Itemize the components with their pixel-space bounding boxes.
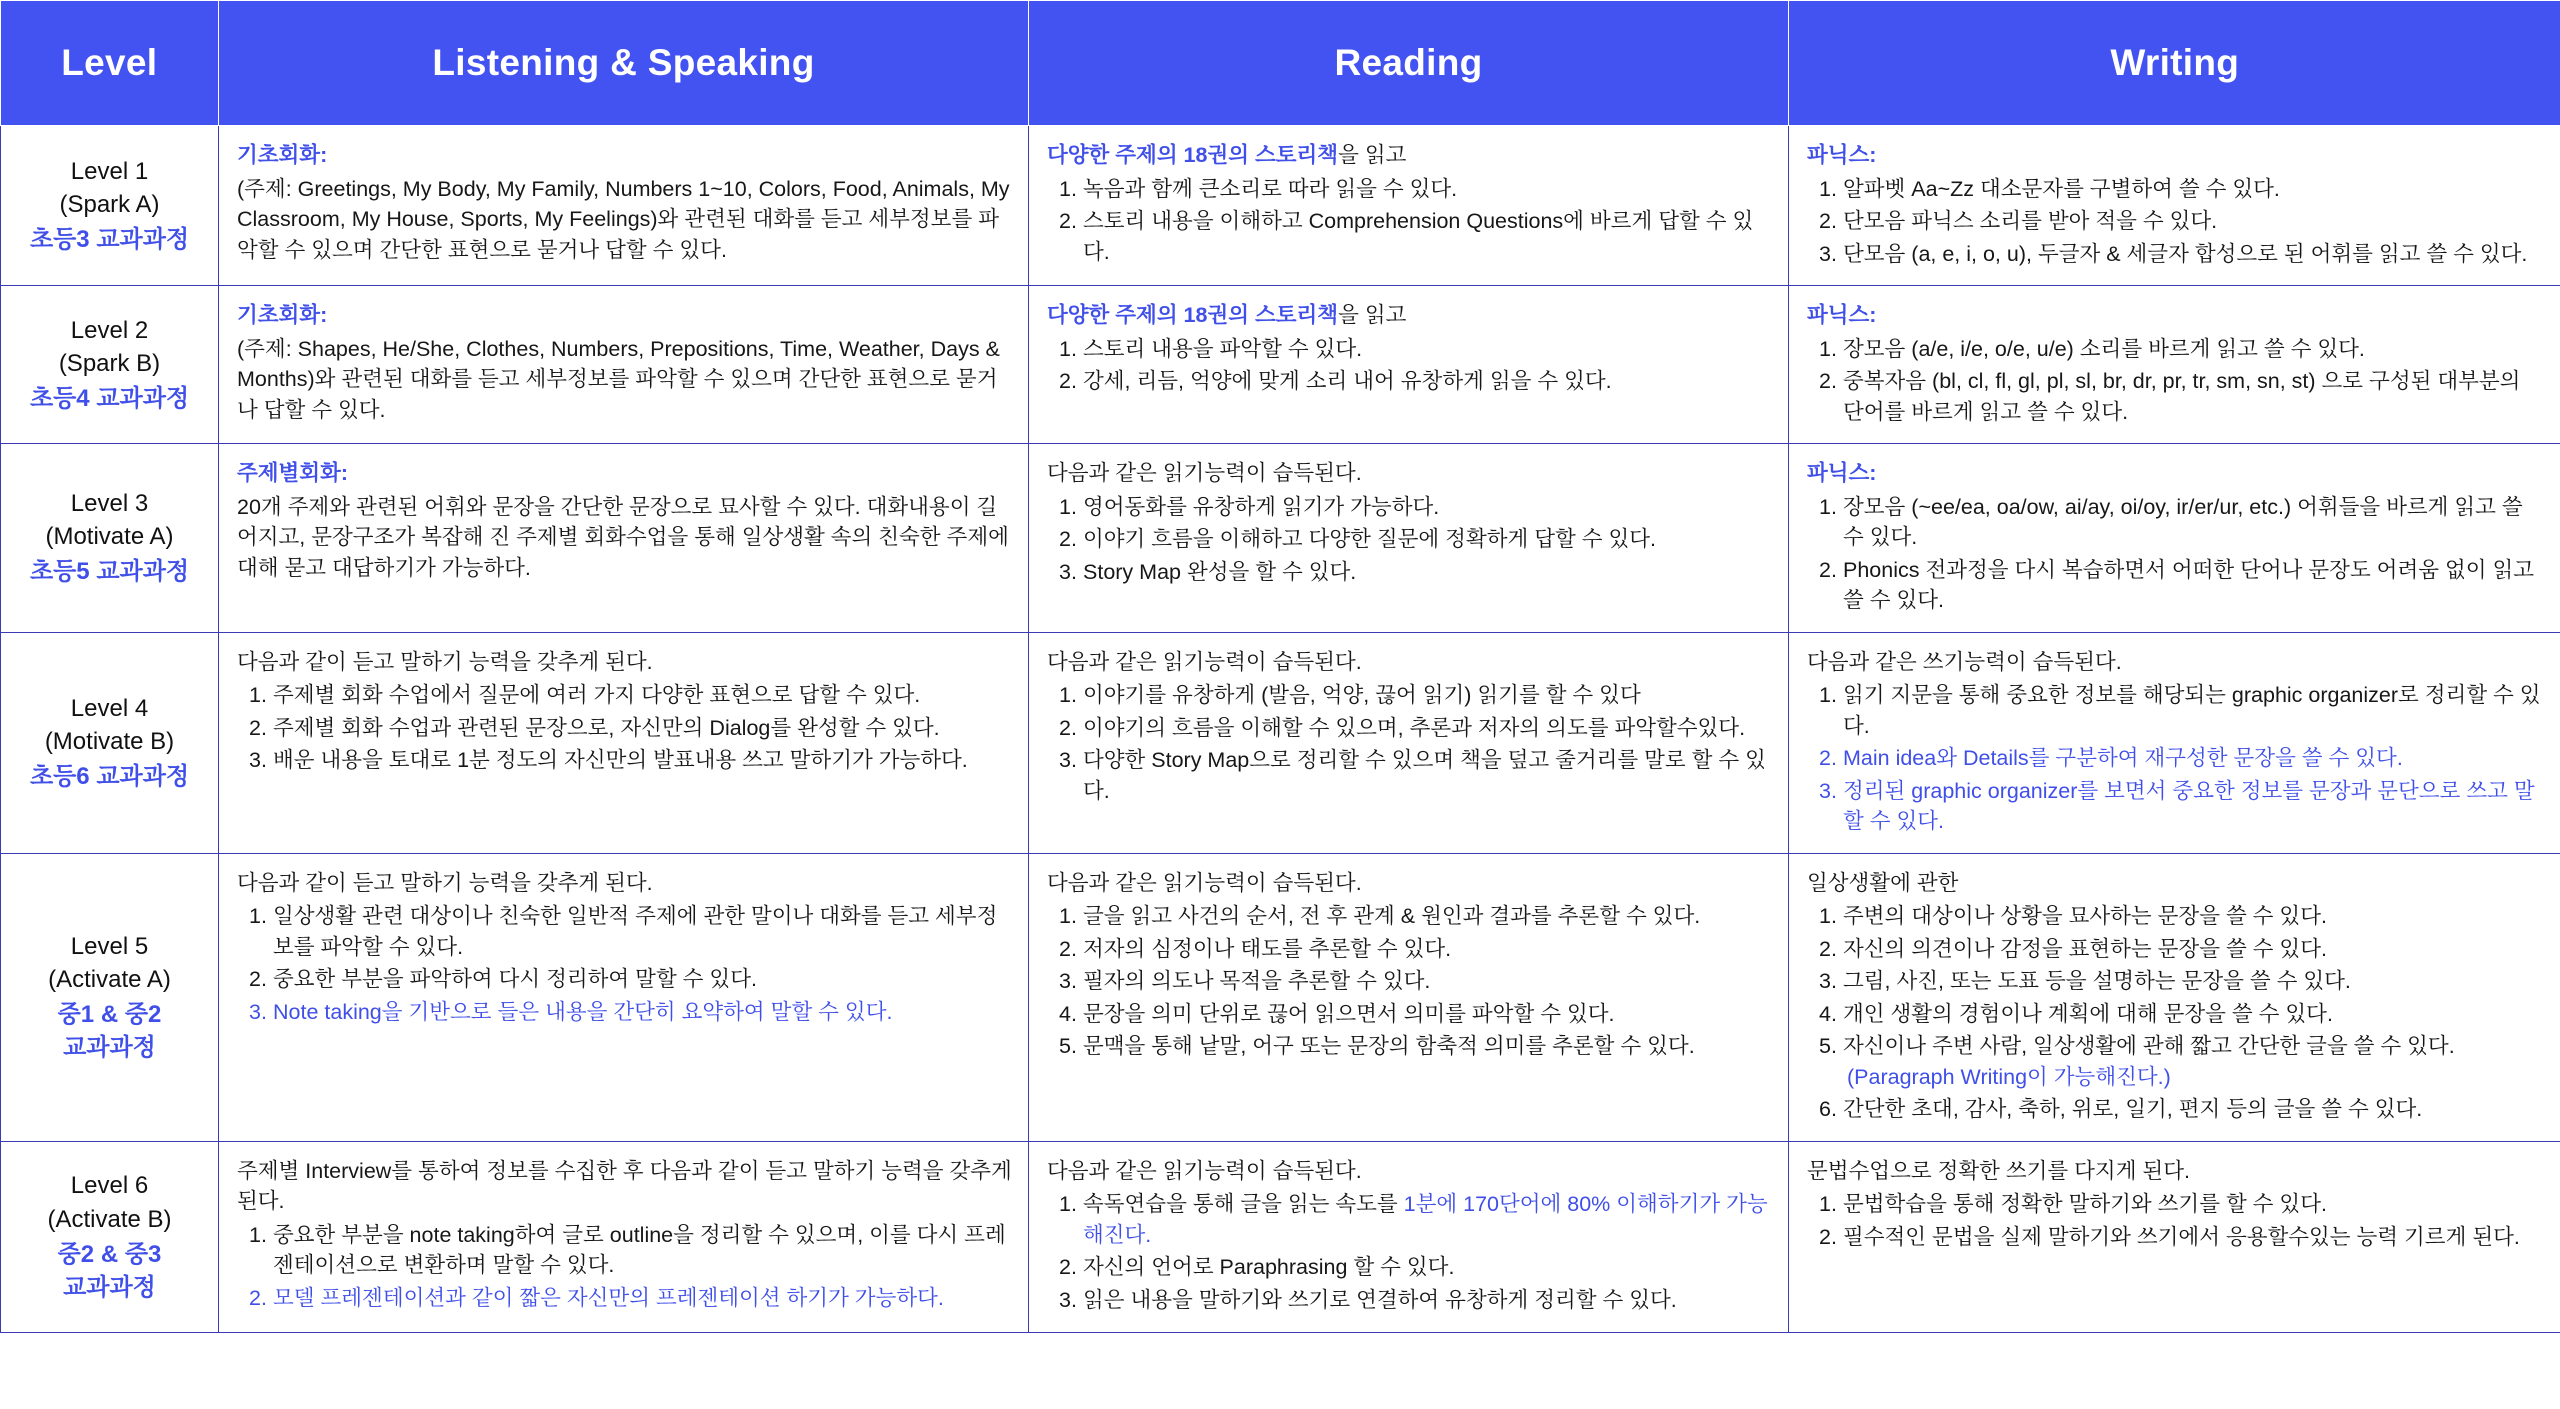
table-row xyxy=(1,632,2560,853)
list-item: 자신의 언어로 Paraphrasing 할 수 있다. xyxy=(1083,1255,1455,1280)
level-name: Level 4 xyxy=(70,695,149,723)
list-item: 주제별 회화 수업에서 질문에 여러 가지 다양한 표현으로 답할 수 있다. xyxy=(273,683,921,708)
level-sub: (Motivate A) xyxy=(45,523,174,551)
list-item: 다양한 Story Map으로 정리할 수 있으며 책을 덮고 줄거리를 말로 할 수 있다. xyxy=(1083,748,1766,803)
reading-cell xyxy=(1029,286,1789,444)
writing-lead: 파닉스: xyxy=(1807,303,1877,328)
list-item-note: (Paragraph Writing이 가능해진다.) xyxy=(1847,1064,2171,1089)
list-item: 스토리 내용을 파악할 수 있다. xyxy=(1083,336,1363,361)
table-row xyxy=(1,1141,2560,1332)
level-cell xyxy=(1,286,219,444)
level-grade: 초등6 교과과정 xyxy=(29,763,190,791)
level-grade: 초등4 교과과정 xyxy=(29,385,190,413)
list-item: 정리된 graphic organizer를 보면서 중요한 정보를 문장과 문단으로 쓰고 말할 수 있다. xyxy=(1843,778,2535,834)
list-item: 중요한 부분을 파악하여 다시 정리하여 말할 수 있다. xyxy=(273,967,757,992)
writing-list xyxy=(1807,492,2544,616)
listening-body: 20개 주제와 관련된 어휘와 문장을 간단한 문장으로 묘사할 수 있다. 대화내용이 길어지고, 문장구조가 복잡해 진 주제별 회화수업을 통해 일상생활 속의 친숙한 주제에 대해 묻고 대답하기가 가능하다. xyxy=(237,494,1009,580)
listening-cell xyxy=(219,444,1029,633)
header-row xyxy=(1,1,2560,126)
list-item: 단모음 (a, e, i, o, u), 두글자 & 세글자 합성으로 된 어휘를 읽고 쓸 수 있다. xyxy=(1843,241,2528,266)
list-item: 문법학습을 통해 정확한 말하기와 쓰기를 할 수 있다. xyxy=(1843,1192,2327,1217)
reading-lead xyxy=(1047,300,1772,331)
reading-cell xyxy=(1029,126,1789,286)
reading-list xyxy=(1047,334,1772,397)
listening-cell xyxy=(219,126,1029,286)
listening-lead: 기초회화: xyxy=(237,303,328,328)
reading-lead: 다음과 같은 읽기능력이 습득된다. xyxy=(1047,461,1362,486)
reading-lead-highlight: 다양한 주제의 18권의 스토리책 xyxy=(1047,143,1339,167)
column-header-writing: Writing xyxy=(1789,1,2560,126)
level-cell xyxy=(1,1141,219,1332)
level-grade: 초등5 교과과정 xyxy=(29,558,190,586)
table-row xyxy=(1,853,2560,1141)
table-body xyxy=(1,126,2560,1333)
list-item: 자신의 의견이나 감정을 표현하는 문장을 쓸 수 있다. xyxy=(1843,936,2327,961)
list-item: Phonics 전과정을 다시 복습하면서 어떠한 단어나 문장도 어려움 없이 읽고 쓸 수 있다. xyxy=(1843,557,2535,613)
column-header-reading: Reading xyxy=(1029,1,1789,126)
list-item: 일상생활 관련 대상이나 친숙한 일반적 주제에 관한 말이나 대화를 듣고 세부정보를 파악할 수 있다. xyxy=(273,904,998,959)
writing-list xyxy=(1807,901,2544,1125)
list-item: 장모음 (~ee/ea, oa/ow, ai/ay, oi/oy, ir/er/ur, etc.) 어휘들을 바르게 읽고 쓸 수 있다. xyxy=(1843,494,2523,550)
list-item: 모델 프레젠테이션과 같이 짧은 자신만의 프레젠테이션 하기가 가능하다. xyxy=(273,1285,944,1310)
list-item: Main idea와 Details를 구분하여 재구성한 문장을 쓸 수 있다. xyxy=(1843,746,2403,771)
level-grade: 초등3 교과과정 xyxy=(29,226,190,254)
list-item: 읽은 내용을 말하기와 쓰기로 연결하여 유창하게 정리할 수 있다. xyxy=(1083,1287,1677,1312)
reading-list xyxy=(1047,174,1772,268)
reading-lead: 다음과 같은 읽기능력이 습득된다. xyxy=(1047,870,1362,895)
writing-cell xyxy=(1789,126,2560,286)
table-row xyxy=(1,286,2560,444)
list-item: 읽기 지문을 통해 중요한 정보를 해당되는 graphic organizer로 정리할 수 있다. xyxy=(1843,683,2541,738)
level-sub: (Activate A) xyxy=(48,966,171,994)
listening-body: (주제: Greetings, My Body, My Family, Numbers 1~10, Colors, Food, Animals, My Classroom, My House, Sports, My Feelings)와 관련된 대화를 듣고 세부정보를 파악할 수 있으며 간단한 표현으로 묻거나 답할 수 있다. xyxy=(237,176,1010,262)
writing-list xyxy=(1807,1189,2544,1252)
reading-lead-rest: 을 읽고 xyxy=(1338,303,1407,328)
listening-cell xyxy=(219,286,1029,444)
list-item: 장모음 (a/e, i/e, o/e, u/e) 소리를 바르게 읽고 쓸 수 있다. xyxy=(1843,336,2365,361)
list-item: 필수적인 문법을 실제 말하기와 쓰기에서 응용할수있는 능력 기르게 된다. xyxy=(1843,1224,2520,1249)
list-item: 문장을 의미 단위로 끊어 읽으면서 의미를 파악할 수 있다. xyxy=(1083,1001,1615,1026)
writing-cell xyxy=(1789,1141,2560,1332)
list-item: 간단한 초대, 감사, 축하, 위로, 일기, 편지 등의 글을 쓸 수 있다. xyxy=(1843,1097,2423,1122)
list-item: 중요한 부분을 note taking하여 글로 outline을 정리할 수 있으며, 이를 다시 프레젠테이션으로 변환하며 말할 수 있다. xyxy=(273,1222,1006,1278)
list-item: 이야기를 유창하게 (발음, 억양, 끊어 읽기) 읽기를 할 수 있다 xyxy=(1083,683,1641,708)
list-item: 글을 읽고 사건의 순서, 전 후 관계 & 원인과 결과를 추론할 수 있다. xyxy=(1083,904,1701,929)
writing-lead: 파닉스: xyxy=(1807,461,1877,486)
reading-list xyxy=(1047,680,1772,806)
writing-lead: 일상생활에 관한 xyxy=(1807,870,1959,895)
reading-cell xyxy=(1029,853,1789,1141)
list-item-text: 속독연습을 통해 글을 읽는 속도를 xyxy=(1083,1192,1404,1217)
level-sub: (Spark A) xyxy=(59,190,160,218)
level-cell xyxy=(1,126,219,286)
table-row xyxy=(1,444,2560,633)
reading-lead: 다음과 같은 읽기능력이 습득된다. xyxy=(1047,649,1362,674)
column-header-level: Level xyxy=(1,1,219,126)
level-cell xyxy=(1,632,219,853)
list-item: 주변의 대상이나 상황을 묘사하는 문장을 쓸 수 있다. xyxy=(1843,904,2327,929)
list-item: 그림, 사진, 또는 도표 등을 설명하는 문장을 쓸 수 있다. xyxy=(1843,969,2351,994)
level-name: Level 1 xyxy=(70,157,149,185)
level-cell xyxy=(1,444,219,633)
list-item: 영어동화를 유창하게 읽기가 가능하다. xyxy=(1083,494,1440,519)
writing-list xyxy=(1807,680,2544,837)
writing-cell xyxy=(1789,286,2560,444)
level-grade: 중1 & 중2 xyxy=(57,1001,162,1029)
list-item: 개인 생활의 경험이나 계획에 대해 문장을 쓸 수 있다. xyxy=(1843,1001,2333,1026)
level-grade: 중2 & 중3 xyxy=(57,1240,162,1268)
list-item xyxy=(1841,1031,2544,1092)
writing-cell xyxy=(1789,444,2560,633)
reading-lead xyxy=(1047,140,1772,171)
level-name: Level 2 xyxy=(70,316,149,344)
writing-list xyxy=(1807,334,2544,428)
writing-lead: 파닉스: xyxy=(1807,143,1877,167)
list-item: 이야기 흐름을 이해하고 다양한 질문에 정확하게 답할 수 있다. xyxy=(1083,527,1656,552)
listening-lead: 기초회화: xyxy=(237,143,328,167)
list-item: 단모음 파닉스 소리를 받아 적을 수 있다. xyxy=(1843,209,2218,234)
list-item: 알파벳 Aa~Zz 대소문자를 구별하여 쓸 수 있다. xyxy=(1843,176,2280,201)
level-cell xyxy=(1,853,219,1141)
listening-list xyxy=(237,680,1012,776)
table-row xyxy=(1,126,2560,286)
listening-lead: 주제별 Interview를 통하여 정보를 수집한 후 다음과 같이 듣고 말하기 능력을 갖추게 된다. xyxy=(237,1158,1012,1214)
reading-cell xyxy=(1029,444,1789,633)
list-item: 이야기의 흐름을 이해할 수 있으며, 추론과 저자의 의도를 파악할수있다. xyxy=(1083,715,1746,740)
reading-lead: 다음과 같은 읽기능력이 습득된다. xyxy=(1047,1158,1362,1183)
list-item: 주제별 회화 수업과 관련된 문장으로, 자신만의 Dialog를 완성할 수 있다. xyxy=(273,715,940,740)
level-name: Level 3 xyxy=(70,490,149,518)
list-item: 문맥을 통해 낱말, 어구 또는 문장의 함축적 의미를 추론할 수 있다. xyxy=(1083,1034,1695,1059)
reading-list xyxy=(1047,1189,1772,1315)
listening-lead: 다음과 같이 듣고 말하기 능력을 갖추게 된다. xyxy=(237,649,653,674)
level-sub: (Motivate B) xyxy=(44,728,175,756)
level-sub: (Spark B) xyxy=(58,350,161,378)
level-name: Level 5 xyxy=(70,933,149,961)
list-item: 배운 내용을 토대로 1분 정도의 자신만의 발표내용 쓰고 말하기가 가능하다. xyxy=(273,748,968,773)
level-grade-second: 교과과정 xyxy=(63,1034,156,1062)
table-header xyxy=(1,1,2560,126)
list-item: Story Map 완성을 할 수 있다. xyxy=(1083,559,1357,584)
list-item: 스토리 내용을 이해하고 Comprehension Questions에 바르게 답할 수 있다. xyxy=(1083,209,1754,264)
level-sub: (Activate B) xyxy=(47,1205,172,1233)
writing-cell xyxy=(1789,853,2560,1141)
writing-list xyxy=(1807,174,2544,270)
listening-body: (주제: Shapes, He/She, Clothes, Numbers, Prepositions, Time, Weather, Days & Months)와 관련된 대화를 듣고 세부정보를 파악할 수 있으며 간단한 표현으로 묻거나 답할 수 있다. xyxy=(237,336,1000,422)
writing-cell xyxy=(1789,632,2560,853)
list-item: 중복자음 (bl, cl, fl, gl, pl, sl, br, dr, pr, tr, sm, sn, st) 으로 구성된 대부분의 단어를 바르게 읽고 쓸 수 있다. xyxy=(1843,369,2521,424)
list-item: 저자의 심정이나 태도를 추론할 수 있다. xyxy=(1083,936,1452,961)
list-item: 필자의 의도나 목적을 추론할 수 있다. xyxy=(1083,969,1431,994)
list-item: 녹음과 함께 큰소리로 따라 읽을 수 있다. xyxy=(1083,176,1458,201)
reading-list xyxy=(1047,901,1772,1062)
list-item: 강세, 리듬, 억양에 맞게 소리 내어 유창하게 읽을 수 있다. xyxy=(1083,369,1612,394)
reading-list xyxy=(1047,492,1772,588)
listening-cell xyxy=(219,632,1029,853)
list-item xyxy=(1081,1189,1772,1250)
listening-cell xyxy=(219,1141,1029,1332)
reading-lead-highlight: 다양한 주제의 18권의 스토리책 xyxy=(1047,303,1339,328)
list-item: Note taking을 기반으로 들은 내용을 간단히 요약하여 말할 수 있다. xyxy=(273,999,893,1024)
listening-list xyxy=(237,1220,1012,1314)
level-name: Level 6 xyxy=(70,1172,149,1200)
reading-lead-rest: 을 읽고 xyxy=(1338,143,1407,167)
listening-lead: 주제별회화: xyxy=(237,461,349,486)
listening-lead: 다음과 같이 듣고 말하기 능력을 갖추게 된다. xyxy=(237,870,653,895)
list-item-highlight: 1분에 170단어에 80% 이해하기가 가능해진다. xyxy=(1083,1192,1768,1247)
list-item-text: 자신이나 주변 사람, 일상생활에 관해 짧고 간단한 글을 쓸 수 있다. xyxy=(1843,1034,2455,1059)
writing-lead: 문법수업으로 정확한 쓰기를 다지게 된다. xyxy=(1807,1158,2190,1183)
listening-cell xyxy=(219,853,1029,1141)
reading-cell xyxy=(1029,1141,1789,1332)
column-header-listening-speaking: Listening & Speaking xyxy=(219,1,1029,126)
listening-list xyxy=(237,901,1012,1027)
writing-lead: 다음과 같은 쓰기능력이 습득된다. xyxy=(1807,649,2122,674)
level-grade-second: 교과과정 xyxy=(63,1273,156,1301)
reading-cell xyxy=(1029,632,1789,853)
